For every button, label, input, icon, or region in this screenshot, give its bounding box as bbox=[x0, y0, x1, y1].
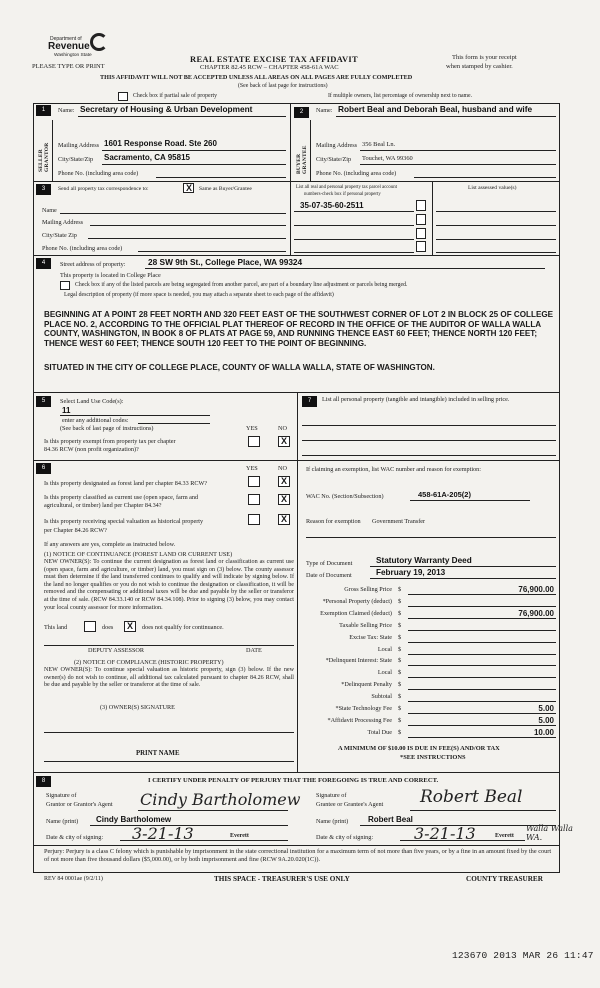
segregated-label: Check box if any of the listed parcels are being segregated from another parcel, are part of a boundary line adjustment or parcels being merged. bbox=[75, 282, 408, 288]
grantee-name-label: Name (print) bbox=[316, 818, 349, 825]
grantor-date-value[interactable]: 3-21-13 bbox=[132, 824, 194, 843]
amount-line bbox=[408, 689, 556, 690]
buyer-vlabel-divider bbox=[310, 120, 311, 181]
treasurer-space-label: THIS SPACE - TREASURER'S USE ONLY bbox=[214, 875, 350, 883]
assessed-line-3 bbox=[436, 239, 556, 240]
amount-value[interactable]: 76,900.00 bbox=[518, 608, 554, 618]
certify-text: I CERTIFY UNDER PENALTY OF PERJURY THAT THE FOREGOING IS TRUE AND CORRECT. bbox=[148, 777, 439, 784]
reason-value[interactable]: Government Transfer bbox=[372, 518, 426, 525]
if-yes-note: If any answers are yes, complete as instructed below. bbox=[44, 541, 176, 548]
amount-label: *Personal Property (deduct) bbox=[322, 597, 392, 605]
historic-question-2: per Chapter 84.26 RCW? bbox=[44, 527, 107, 534]
street-address-line bbox=[145, 268, 545, 269]
amount-line bbox=[408, 654, 556, 655]
divider-7-exempt bbox=[297, 460, 560, 461]
partial-sale-checkbox[interactable] bbox=[118, 92, 128, 101]
current-use-no-checkbox[interactable] bbox=[278, 494, 290, 505]
receipt-line2: when stamped by cashier. bbox=[446, 63, 513, 70]
amount-line bbox=[408, 630, 556, 631]
current-use-yes-checkbox[interactable] bbox=[248, 494, 260, 505]
doc-type-line bbox=[370, 566, 556, 567]
land-does-not-label: does not qualify for continuance. bbox=[142, 624, 224, 631]
grantee-date-line bbox=[400, 840, 525, 841]
amount-label: Local bbox=[377, 645, 392, 653]
s3-phone-line bbox=[138, 251, 286, 252]
multiple-owners-note: If multiple owners, list percentage of ownership next to name. bbox=[328, 93, 473, 99]
amount-value[interactable]: 10.00 bbox=[533, 727, 554, 737]
parcel-checkbox-1[interactable] bbox=[416, 200, 426, 211]
currency-symbol: $ bbox=[398, 621, 402, 629]
parcel-line-1 bbox=[294, 211, 414, 212]
amount-label: *Delinquent Interest: State bbox=[325, 657, 392, 665]
buyer-phone-line bbox=[414, 177, 556, 178]
legal-description-text[interactable]: BEGINNING AT A POINT 28 FEET NORTH AND 320 FEET EAST OF THE SOUTHWEST CORNER OF LOT 2 IN BLOCK 25 OF COLLEGE PLACE NO. 2, ACCORDING TO THE OFFICIAL PLAT THEREOF OF RECORD IN THE OFFICE OF THE AUDITOR OF WALLA WALLA COUNTY, WASHINGTON, IN BOOK 8 OF PLATS AT PAGE 59, AND RUNNING THENCE EAST 60 FEET; THENCE NORTH 120 FEET; THENCE WEST 60 FEET; THENCE SOUTH 120 FEET TO THE POINT OF BEGINNING. bbox=[44, 310, 554, 348]
currency-symbol: $ bbox=[398, 669, 402, 677]
forest-question: Is this property designated as forest land per chapter 84.33 RCW? bbox=[44, 480, 208, 487]
amount-line bbox=[408, 606, 556, 607]
amount-value[interactable]: 76,900.00 bbox=[518, 585, 554, 594]
exempt-question-2: 84.36 RCW (non profit organization)? bbox=[44, 446, 139, 453]
current-use-question-2: agricultural, or timber) land per Chapter 84.34? bbox=[44, 502, 162, 509]
seller-mailing-label: Mailing Address bbox=[58, 142, 100, 149]
legal-description-label: Legal description of property (if more space is needed, you may attach a separate sheet to each page of the affidavit) bbox=[64, 292, 334, 298]
situated-text[interactable]: SITUATED IN THE CITY OF COLLEGE PLACE, COUNTY OF WALLA WALLA, STATE OF WASHINGTON. bbox=[44, 363, 435, 372]
doc-type-label: Type of Document bbox=[306, 560, 353, 567]
parcel-header-1: List all real and personal property tax parcel account bbox=[296, 185, 397, 190]
grantee-name-value[interactable]: Robert Beal bbox=[368, 815, 413, 824]
grantee-sig-label-1: Signature of bbox=[316, 792, 347, 799]
amount-label: Local bbox=[377, 669, 392, 677]
s6-no-header: NO bbox=[278, 465, 287, 472]
divider-perjury bbox=[33, 845, 560, 846]
assessed-line-4 bbox=[436, 252, 556, 253]
buyer-phone-label: Phone No. (including area code) bbox=[316, 170, 397, 177]
amount-label: Excise Tax: State bbox=[349, 633, 392, 641]
seller-mailing-value[interactable]: 1601 Response Road. Ste 260 bbox=[104, 139, 217, 148]
section-3-number: 3 bbox=[36, 184, 51, 195]
receipt-line1: This form is your receipt bbox=[452, 54, 517, 61]
personal-line-1 bbox=[302, 425, 556, 426]
currency-symbol: $ bbox=[398, 597, 402, 605]
other-codes-label: enter any additional codes: bbox=[62, 417, 129, 424]
owner-sig-line bbox=[44, 732, 294, 733]
divider-mid-3 bbox=[290, 181, 291, 255]
personal-line-3 bbox=[302, 455, 556, 456]
same-as-buyer-label: Same as Buyer/Grantee bbox=[199, 186, 252, 192]
parcel-header-2: numbers-check box if personal property bbox=[304, 192, 381, 197]
form-subtitle: CHAPTER 82.45 RCW – CHAPTER 458-61A WAC bbox=[200, 64, 339, 71]
land-does-checkbox[interactable] bbox=[84, 621, 96, 632]
grantee-sig-line bbox=[410, 810, 556, 811]
land-use-label: Select Land Use Code(s): bbox=[60, 398, 124, 405]
amount-label: *Affidavit Processing Fee bbox=[327, 716, 392, 724]
amount-label: Total Due bbox=[367, 728, 392, 736]
segregated-checkbox[interactable] bbox=[60, 281, 70, 290]
buyer-city-value[interactable]: Touchet, WA 99360 bbox=[362, 155, 413, 162]
county-treasurer-label: COUNTY TREASURER bbox=[466, 875, 543, 883]
buyer-grantee-label: BUYER GRANTEE bbox=[296, 145, 308, 174]
see-back-note: (See back of last page for instructions) bbox=[238, 83, 328, 89]
divider-mid-12 bbox=[290, 103, 291, 181]
grantor-sig-label-2: Grantor or Grantor's Agent bbox=[46, 801, 113, 808]
grantee-city-handwritten[interactable]: Walla Walla WA. bbox=[526, 824, 573, 842]
divider-mid-57 bbox=[297, 392, 298, 772]
currency-symbol: $ bbox=[398, 609, 402, 617]
land-does-label: does bbox=[102, 624, 114, 631]
amount-line bbox=[408, 642, 556, 643]
grantee-sig-label-2: Grantee or Grantee's Agent bbox=[316, 801, 384, 808]
exempt-yes-checkbox[interactable] bbox=[248, 436, 260, 447]
parcel-checkbox-3[interactable] bbox=[416, 228, 426, 239]
parcel-line-3 bbox=[294, 239, 414, 240]
reason-label: Reason for exemption bbox=[306, 518, 361, 525]
street-address-label: Street address of property: bbox=[60, 261, 126, 268]
divider-3 bbox=[33, 181, 560, 182]
parcel-line-4 bbox=[294, 252, 414, 253]
perjury-text: Perjury: Perjury is a class C felony which is punishable by imprisonment in the state correctional institution for a maximum term of not more than five years, or by a fine in an amount fixed by the court of not more than five thousand dollars ($5,000.00), or by both imprisonment and fine (RCW 9A.20.020(1C)). bbox=[44, 848, 552, 863]
amount-label: Taxable Selling Price bbox=[339, 621, 392, 629]
historic-yes-checkbox[interactable] bbox=[248, 514, 260, 525]
exempt-no-checkbox[interactable] bbox=[278, 436, 290, 447]
seller-phone-label: Phone No. (including area code) bbox=[58, 170, 139, 177]
grantor-city-value[interactable]: Everett bbox=[230, 833, 249, 839]
s3-mailing-label: Mailing Address bbox=[42, 219, 84, 226]
forest-yes-checkbox[interactable] bbox=[248, 476, 260, 487]
notice1-title: (1) NOTICE OF CONTINUANCE (FOREST LAND OR CURRENT USE) bbox=[44, 551, 233, 558]
seller-city-value[interactable]: Sacramento, CA 95815 bbox=[104, 153, 190, 162]
warning-text: THIS AFFIDAVIT WILL NOT BE ACCEPTED UNLESS ALL AREAS ON ALL PAGES ARE FULLY COMPLETED bbox=[100, 74, 413, 81]
section-2-number: 2 bbox=[294, 107, 309, 118]
print-name-label: PRINT NAME bbox=[136, 750, 180, 757]
amount-line bbox=[408, 701, 556, 702]
wac-label: WAC No. (Section/Subsection) bbox=[306, 493, 384, 500]
assessed-header: List assessed value(s) bbox=[468, 185, 517, 191]
doc-type-value[interactable]: Statutory Warranty Deed bbox=[376, 556, 472, 565]
amount-line bbox=[408, 665, 556, 666]
deputy-line bbox=[44, 645, 294, 646]
s3-name-line bbox=[60, 213, 286, 214]
grantor-signature[interactable]: Cindy Bartholomew bbox=[140, 790, 301, 809]
amount-value[interactable]: 5.00 bbox=[538, 704, 554, 713]
s6-yes-header: YES bbox=[246, 465, 258, 472]
parcel-line-2 bbox=[294, 225, 414, 226]
currency-symbol: $ bbox=[398, 586, 402, 593]
grantee-date-label: Date & city of signing: bbox=[316, 834, 374, 841]
current-use-question-1: Is this property classified as current use (open space, farm and bbox=[44, 494, 199, 501]
s3-city-line bbox=[88, 238, 286, 239]
parcel-number-value[interactable]: 35-07-35-60-2511 bbox=[300, 201, 364, 210]
rev-number: REV 84 0001ae (9/2/11) bbox=[44, 876, 103, 882]
seller-mailing-line bbox=[102, 150, 286, 151]
grantee-city-value[interactable]: Everett bbox=[495, 833, 514, 839]
buyer-city-line bbox=[360, 164, 556, 165]
section-4-number: 4 bbox=[36, 258, 51, 269]
amount-line bbox=[408, 737, 556, 738]
partial-sale-label: Check box if partial sale of property bbox=[133, 93, 218, 99]
section-5-number: 5 bbox=[36, 396, 51, 407]
historic-no-checkbox[interactable] bbox=[278, 514, 290, 525]
section-7-number: 7 bbox=[302, 396, 317, 407]
logo-line1: Department of bbox=[50, 36, 82, 42]
seller-name-line bbox=[78, 116, 286, 117]
s3-phone-label: Phone No. (including area code) bbox=[42, 245, 123, 252]
notice1-body: NEW OWNER(S): To continue the current designation as forest land or classification as current use (open space, farm and agriculture, or timber) land, you must sign on (3) below. The county assessor must then determine if the land transferred continues to qualify and will indicate by signing below. If the land no longer qualifies or you do not wish to continue the designation or classification, it will be removed and the compensating or additional taxes will be due and payable by the seller or transferor at the time of sale. (RCW 84.33.140 or RCW 84.34.108). Prior to signing (3) below, you may contact your local county assessor for more information. bbox=[44, 559, 294, 611]
section-6-number: 6 bbox=[36, 463, 51, 474]
seller-name-label: Name: bbox=[58, 107, 75, 114]
exempt-question-1: Is this property exempt from property tax per chapter bbox=[44, 438, 176, 445]
doc-date-value[interactable]: February 19, 2013 bbox=[376, 568, 446, 577]
amount-label: *Delinquent Penalty bbox=[341, 681, 392, 689]
divider-8 bbox=[33, 772, 560, 773]
amount-line bbox=[408, 725, 556, 726]
assessed-line-1 bbox=[436, 211, 556, 212]
owner-signature-label: (3) OWNER(S) SIGNATURE bbox=[100, 704, 175, 711]
currency-symbol: $ bbox=[398, 645, 402, 653]
grantor-name-label: Name (print) bbox=[46, 818, 79, 825]
amount-line bbox=[408, 677, 556, 678]
parcel-checkbox-2[interactable] bbox=[416, 214, 426, 225]
grantor-date-label: Date & city of signing: bbox=[46, 834, 104, 841]
amount-label: Subtotal bbox=[371, 693, 392, 701]
seller-vlabel-divider bbox=[52, 120, 53, 181]
logo-line3: Washington State bbox=[54, 53, 92, 58]
exemption-label: If claiming an exemption, list WAC number and reason for exemption: bbox=[306, 466, 481, 473]
doc-date-label: Date of Document bbox=[306, 572, 352, 579]
assessed-line-2 bbox=[436, 225, 556, 226]
land-use-value[interactable]: 11 bbox=[62, 406, 71, 415]
amount-label: *State Technology Fee bbox=[335, 705, 392, 712]
s3-city-label: City/State Zip bbox=[42, 232, 77, 239]
buyer-mailing-label: Mailing Address bbox=[316, 142, 358, 149]
amount-label: Gross Selling Price bbox=[344, 586, 392, 593]
buyer-mailing-value[interactable]: 356 Beal Ln. bbox=[362, 141, 396, 148]
amount-value[interactable]: 5.00 bbox=[538, 715, 554, 725]
deputy-date-label: DATE bbox=[246, 647, 262, 654]
grantor-date-line bbox=[120, 840, 288, 841]
located-in-text: This property is located in College Place bbox=[60, 272, 161, 279]
parcel-checkbox-4[interactable] bbox=[416, 241, 426, 252]
buyer-name-label: Name: bbox=[316, 107, 333, 114]
notice2-title: (2) NOTICE OF COMPLIANCE (HISTORIC PROPERTY) bbox=[74, 659, 224, 666]
personal-line-2 bbox=[302, 440, 556, 441]
divider-assessed bbox=[432, 181, 433, 255]
logo-line2: Revenue bbox=[48, 41, 90, 52]
this-land-label: This land bbox=[44, 624, 68, 631]
wac-value[interactable]: 458-61A-205(2) bbox=[418, 490, 471, 499]
land-does-not-checkbox[interactable] bbox=[124, 621, 136, 632]
amount-line bbox=[408, 594, 556, 595]
amount-line bbox=[408, 713, 556, 714]
other-codes-line bbox=[138, 423, 210, 424]
same-as-buyer-checkbox[interactable] bbox=[183, 183, 194, 193]
tax-correspondence-label: Send all property tax correspondence to: bbox=[58, 186, 149, 192]
s3-name-label: Name bbox=[42, 207, 57, 214]
grantor-name-value[interactable]: Cindy Bartholomew bbox=[96, 815, 172, 824]
grantee-date-value[interactable]: 3-21-13 bbox=[414, 824, 476, 843]
wac-line bbox=[410, 500, 530, 501]
currency-symbol: $ bbox=[398, 633, 402, 641]
divider-6 bbox=[33, 460, 297, 461]
buyer-name-line bbox=[336, 116, 556, 117]
doc-date-line bbox=[370, 578, 556, 579]
currency-symbol: $ bbox=[398, 716, 402, 724]
grantor-sig-label-1: Signature of bbox=[46, 792, 77, 799]
grantor-sig-line bbox=[138, 810, 288, 811]
historic-question-1: Is this property receiving special valuation as historical property bbox=[44, 518, 204, 525]
s5-no-header: NO bbox=[278, 425, 287, 432]
s3-mailing-line bbox=[90, 225, 286, 226]
divider-4 bbox=[33, 255, 560, 256]
grantee-signature[interactable]: Robert Beal bbox=[420, 787, 523, 807]
seller-city-line bbox=[102, 164, 286, 165]
buyer-name-value[interactable]: Robert Beal and Deborah Beal, husband and wife bbox=[338, 104, 533, 114]
currency-symbol: $ bbox=[398, 657, 402, 665]
currency-symbol: $ bbox=[398, 728, 402, 736]
seller-grantor-label: SELLER GRANTOR bbox=[38, 142, 50, 172]
logo-swoosh-icon bbox=[90, 33, 108, 51]
seller-city-label: City/State/Zip bbox=[58, 156, 94, 163]
deputy-assessor-label: DEPUTY ASSESSOR bbox=[88, 647, 144, 654]
land-use-line bbox=[60, 415, 210, 416]
amount-label: Exemption Claimed (deduct) bbox=[320, 609, 392, 617]
currency-symbol: $ bbox=[398, 681, 402, 689]
cashier-stamp: 123670 2013 MAR 26 11:47 bbox=[452, 950, 594, 961]
personal-property-label: List all personal property (tangible and intangible) included in selling price. bbox=[322, 396, 510, 403]
buyer-city-label: City/State/Zip bbox=[316, 156, 352, 163]
reason-line-2 bbox=[306, 537, 556, 538]
minimum-due-note: A MINIMUM OF $10.00 IS DUE IN FEE(S) AND/OR TAX bbox=[338, 745, 500, 752]
currency-symbol: $ bbox=[398, 693, 402, 701]
forest-no-checkbox[interactable] bbox=[278, 476, 290, 487]
section-1-number: 1 bbox=[36, 105, 51, 116]
notice2-body: NEW OWNER(S): To continue special valuation as historic property, sign (3) below. If the new owner(s) do not wish to continue, all additional tax calculated pursuant to chapter 84.26 RCW, shall be due and payable by the seller or transferor at the time of sale. bbox=[44, 667, 294, 689]
buyer-mailing-line bbox=[360, 150, 556, 151]
seller-name-value[interactable]: Secretary of Housing & Urban Development bbox=[80, 104, 253, 114]
amount-line bbox=[408, 618, 556, 619]
print-name-line bbox=[44, 761, 294, 762]
print-note: PLEASE TYPE OR PRINT bbox=[32, 63, 105, 70]
s5-see-back: (See back of last page of instructions) bbox=[60, 425, 154, 432]
dor-logo bbox=[40, 31, 115, 65]
form-title: REAL ESTATE EXCISE TAX AFFIDAVIT bbox=[190, 54, 358, 64]
currency-symbol: $ bbox=[398, 705, 402, 712]
section-8-number: 8 bbox=[36, 776, 51, 787]
see-instructions-note: *SEE INSTRUCTIONS bbox=[400, 754, 466, 761]
s5-yes-header: YES bbox=[246, 425, 258, 432]
seller-phone-line bbox=[156, 177, 286, 178]
street-address-value[interactable]: 28 SW 9th St., College Place, WA 99324 bbox=[148, 257, 303, 267]
